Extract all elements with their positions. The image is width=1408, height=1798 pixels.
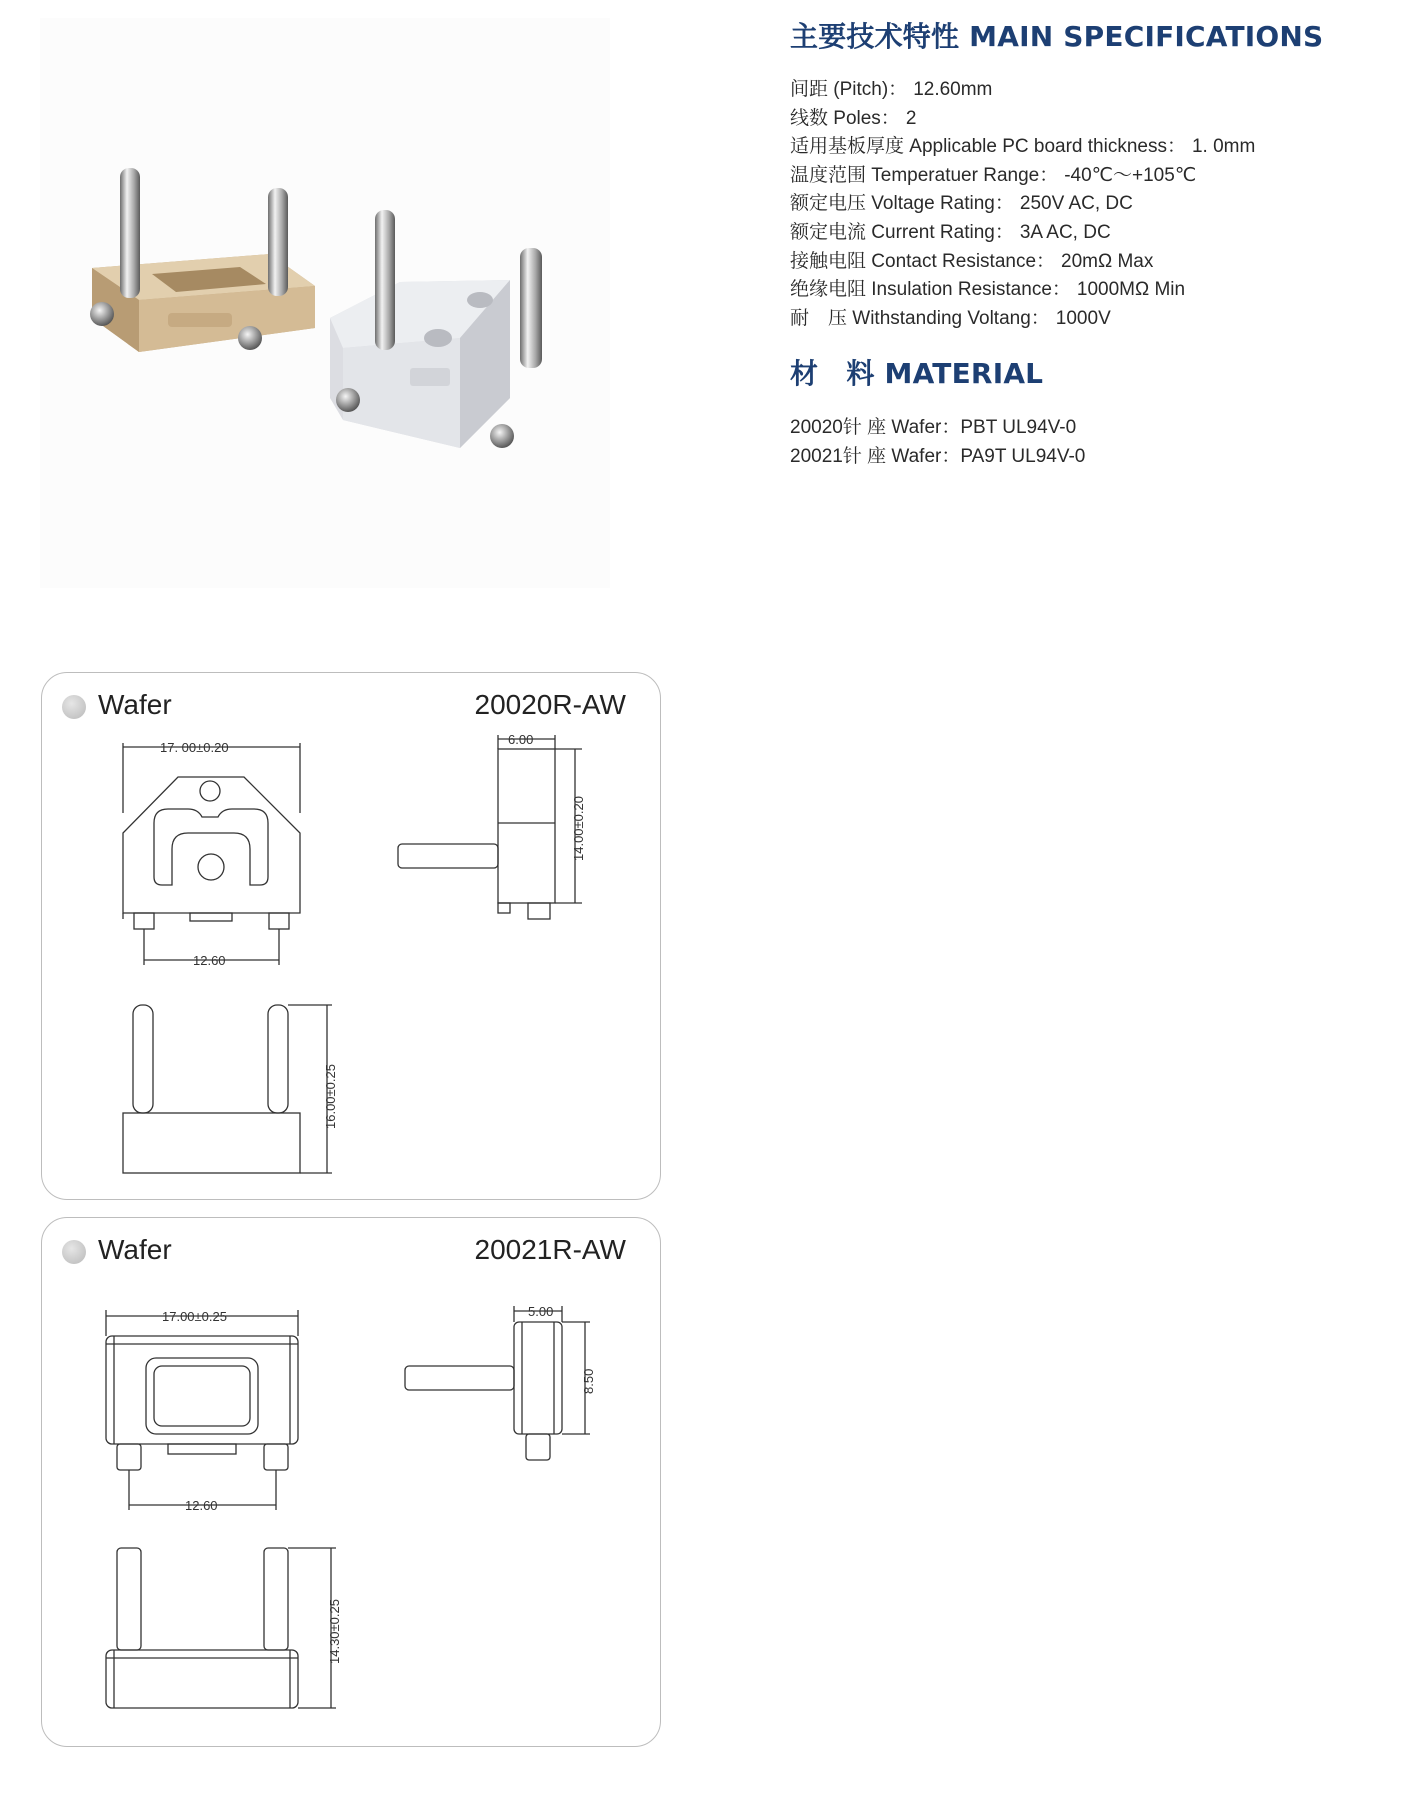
panel-model-number: 20020R-AW [474, 689, 626, 720]
specifications-section [790, 20, 1390, 471]
material-item-20020: 20020针 座 Wafer：PBT UL94V-0 [790, 417, 1077, 439]
dim-pitch: 12.60 [193, 953, 226, 968]
spec-item-withstanding-voltage: 耐 压 Withstanding Voltang： 1000V [790, 307, 1111, 329]
product-photo [40, 18, 610, 588]
spec-item-board-thickness: 适用基板厚度 Applicable PC board thickness： 1. 0mm [790, 136, 1256, 158]
material-title: 材 料 MATERIAL [790, 357, 1044, 391]
spec-item-poles: 线数 Poles： 2 [790, 107, 917, 129]
dim-front-height: 16.00±0.25 [323, 1064, 338, 1129]
panel-label: Wafer [98, 1234, 172, 1265]
specifications-title: 主要技术特性 MAIN SPECIFICATIONS [790, 20, 1324, 53]
panel-label: Wafer [98, 689, 172, 720]
elevation-view [123, 1005, 332, 1173]
front-view [123, 743, 300, 965]
dim-depth: 5.00 [528, 1304, 554, 1319]
spec-item-current: 额定电流 Current Rating： 3A AC, DC [790, 221, 1111, 243]
front-view [106, 1310, 298, 1510]
drawing-panel-20020r-aw [41, 672, 661, 1200]
side-view [405, 1306, 590, 1460]
dim-side-height: 8.50 [581, 1368, 596, 1394]
drawing-panel-20021r-aw [41, 1217, 661, 1747]
dim-side-height: 14.00±0.20 [571, 796, 586, 861]
spec-item-voltage: 额定电压 Voltage Rating： 250V AC, DC [790, 193, 1133, 215]
panel-model-number: 20021R-AW [474, 1234, 626, 1265]
dim-front-height: 14.30±0.25 [327, 1599, 342, 1664]
spec-item-temperature: 温度范围 Temperatuer Range： -40℃～+105℃ [790, 164, 1197, 186]
dim-depth: 6.00 [508, 732, 534, 747]
specifications-list [790, 76, 1390, 333]
technical-drawing-20020 [42, 673, 662, 1201]
side-view [398, 735, 582, 919]
spec-item-pitch: 间距 (Pitch)： 12.60mm [790, 79, 993, 100]
dim-pitch: 12.60 [185, 1498, 218, 1513]
dim-width: 17.00±0.25 [162, 1309, 227, 1324]
spec-item-contact-resistance: 接触电阻 Contact Resistance： 20mΩ Max [790, 250, 1154, 272]
elevation-view [106, 1548, 336, 1708]
dim-width: 17. 00±0.20 [160, 740, 229, 755]
technical-drawing-20021 [42, 1218, 662, 1748]
material-list [790, 413, 1390, 471]
material-item-20021: 20021针 座 Wafer：PA9T UL94V-0 [790, 446, 1086, 468]
spec-item-insulation-resistance: 绝缘电阻 Insulation Resistance： 1000MΩ Min [790, 279, 1186, 301]
